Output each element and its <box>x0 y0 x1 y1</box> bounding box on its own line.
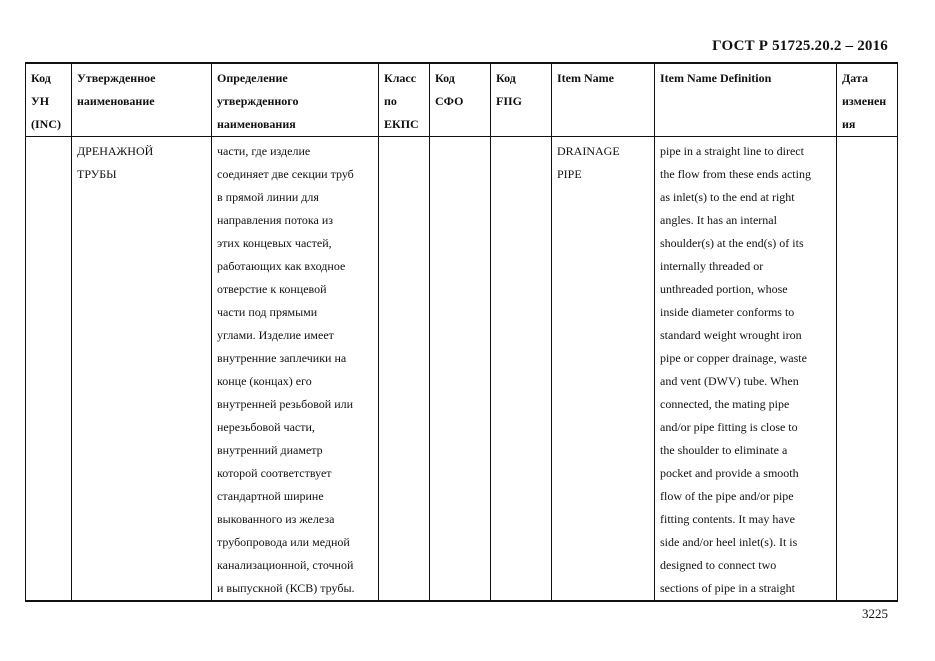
text-line: конце (концах) его <box>217 374 312 388</box>
text-line: работающих как входное <box>217 259 346 273</box>
column-header-change-date <box>837 63 898 137</box>
cell-ekps-class <box>379 137 430 602</box>
text-line: sections of pipe in a straight <box>660 581 795 595</box>
text-line: внутренней резьбовой или <box>217 397 354 411</box>
text-line: канализационной, сточной <box>217 558 354 572</box>
text-line: PIPE <box>557 167 582 181</box>
text-line: Код <box>435 71 455 85</box>
cell-definition-ru <box>212 137 379 602</box>
text-line: наименования <box>217 117 296 131</box>
text-line: as inlet(s) to the end at right <box>660 190 795 204</box>
cell-inc <box>26 137 72 602</box>
text-line: shoulder(s) at the end(s) of its <box>660 236 804 250</box>
column-header-ekps-class <box>379 63 430 137</box>
text-line: Утвержденное <box>77 71 156 85</box>
text-line: ТРУБЫ <box>77 167 117 181</box>
catalog-table <box>25 62 898 602</box>
text-line: части под прямыми <box>217 305 318 319</box>
text-line: трубопровода или медной <box>217 535 350 549</box>
text-line: которой соответствует <box>217 466 332 480</box>
text-line: flow of the pipe and/or pipe <box>660 489 794 503</box>
text-line: internally threaded or <box>660 259 764 273</box>
text-line: FIIG <box>496 94 523 108</box>
column-header-item-name <box>552 63 655 137</box>
cell-item-name-definition <box>655 137 837 602</box>
cell-change-date <box>837 137 898 602</box>
text-line: утвержденного <box>217 94 299 108</box>
text-line: fitting contents. It may have <box>660 512 795 526</box>
text-line: изменен <box>842 94 887 108</box>
text-line: (INC) <box>31 117 61 131</box>
text-line: выкованного из железа <box>217 512 335 526</box>
text-line: the shoulder to eliminate a <box>660 443 788 457</box>
text-line: unthreaded portion, whose <box>660 282 788 296</box>
table-header-row <box>26 63 898 137</box>
text-line: Код <box>31 71 51 85</box>
text-line: наименование <box>77 94 155 108</box>
text-line: стандартной ширине <box>217 489 324 503</box>
column-header-inc <box>26 63 72 137</box>
text-line: отверстие к концевой <box>217 282 327 296</box>
column-header-item-name-definition <box>655 63 837 137</box>
text-line: в прямой линии для <box>217 190 319 204</box>
text-line: СФО <box>435 94 464 108</box>
page-number: 3225 <box>862 606 888 621</box>
column-header-approved-name <box>72 63 212 137</box>
text-line: pipe in a straight line to direct <box>660 144 804 158</box>
cell-approved-name <box>72 137 212 602</box>
document-header: ГОСТ Р 51725.20.2 – 2016 <box>712 38 888 54</box>
text-line: УН <box>31 94 50 108</box>
text-line: and vent (DWV) tube. When <box>660 374 799 388</box>
text-line: этих концевых частей, <box>217 236 332 250</box>
text-line: ДРЕНАЖНОЙ <box>77 144 154 158</box>
text-line: Определение <box>217 71 288 85</box>
text-line: standard weight wrought iron <box>660 328 802 342</box>
text-line: the flow from these ends acting <box>660 167 811 181</box>
text-line: углами. Изделие имеет <box>217 328 334 342</box>
text-line: внутренний диаметр <box>217 443 323 457</box>
text-line: ЕКПС <box>384 117 419 131</box>
text-line: Класс <box>384 71 417 85</box>
text-line: внутренние заплечики на <box>217 351 347 365</box>
text-line: ия <box>842 117 856 131</box>
column-header-definition <box>212 63 379 137</box>
column-header-sfo-code <box>430 63 491 137</box>
text-line: side and/or heel inlet(s). It is <box>660 535 798 549</box>
text-line: designed to connect two <box>660 558 777 572</box>
text-line: и выпускной (КСВ) трубы. <box>217 581 355 595</box>
table-row <box>26 137 898 602</box>
text-line: pipe or copper drainage, waste <box>660 351 807 365</box>
cell-fiig-code <box>491 137 552 602</box>
text-line: направления потока из <box>217 213 334 227</box>
text-line: части, где изделие <box>217 144 311 158</box>
text-line: Код <box>496 71 516 85</box>
text-line: inside diameter conforms to <box>660 305 795 319</box>
text-line: нерезьбовой части, <box>217 420 315 434</box>
text-line: по <box>384 94 397 108</box>
text-line: and/or pipe fitting is close to <box>660 420 798 434</box>
text-line: connected, the mating pipe <box>660 397 790 411</box>
text-line: DRAINAGE <box>557 144 620 158</box>
column-header-fiig-code <box>491 63 552 137</box>
text-line: Item Name Definition <box>660 71 772 85</box>
cell-item-name <box>552 137 655 602</box>
text-line: Item Name <box>557 71 614 85</box>
text-line: соединяет две секции труб <box>217 167 354 181</box>
text-line: pocket and provide a smooth <box>660 466 799 480</box>
text-line: angles. It has an internal <box>660 213 777 227</box>
cell-sfo-code <box>430 137 491 602</box>
text-line: Дата <box>842 71 868 85</box>
